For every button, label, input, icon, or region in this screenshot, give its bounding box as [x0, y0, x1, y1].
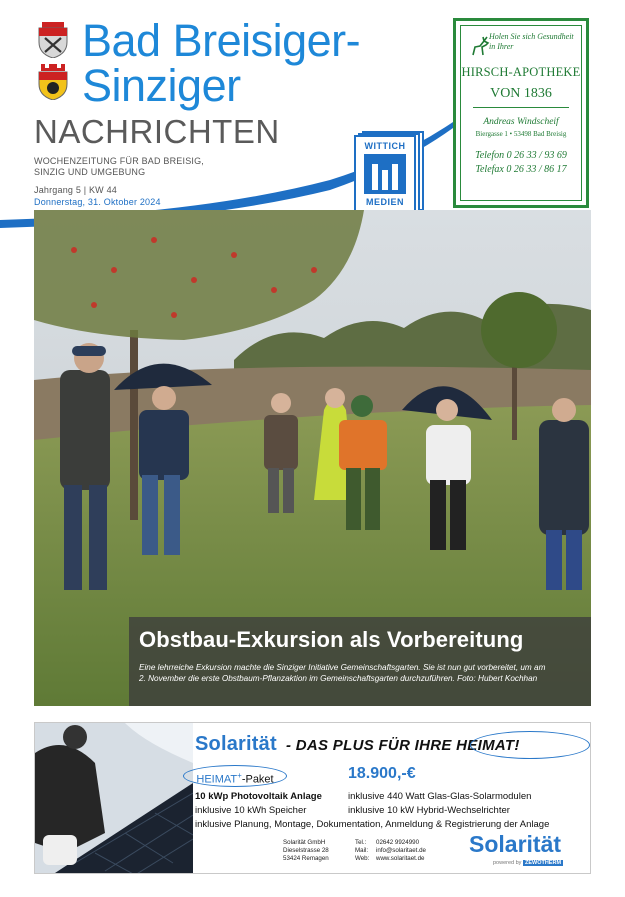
pharmacy-since: VON 1836 [490, 86, 552, 101]
contact-values [376, 839, 426, 863]
pharmacy-phone: Telefon 0 26 33 / 93 69 [475, 150, 567, 161]
zewotherm-logo: ZEWOTHERM [524, 860, 562, 866]
tel-label: Tel.: [355, 839, 367, 846]
heimat-word: HEIMAT [196, 773, 238, 786]
photo-caption-line1: Eine lehrreiche Exkursion machte die Sinziger Initiative Gemeinschaftsgarten. Sie ist nun gut vorbereitet, um am [139, 663, 546, 672]
pharmacy-name: HIRSCH-APOTHEKE [461, 65, 581, 79]
feature-services: inklusive Planung, Montage, Dokumentation, Anmeldung & Registrierung der Anlage [195, 819, 550, 830]
web-label: Web: [355, 855, 370, 862]
powered-by [493, 860, 563, 866]
solar-slogan: - DAS PLUS FÜR IHRE HEIMAT! [286, 737, 520, 754]
package-price: 18.900,-€ [348, 765, 416, 782]
wittich-medien-logo [354, 131, 424, 213]
lead-headline[interactable]: Obstbau-Exkursion als Vorbereitung [139, 627, 524, 652]
w-logo-icon [364, 154, 406, 194]
mail-label: Mail: [355, 847, 369, 854]
feature-inverter: inklusive 10 kW Hybrid-Wechselrichter [348, 805, 510, 816]
heimat-plus: + [237, 771, 242, 780]
mail-address[interactable]: info@solaritaet.de [376, 847, 426, 854]
company-city: 53424 Remagen [283, 855, 329, 862]
photo-caption [139, 662, 581, 684]
contact-labels [355, 839, 369, 863]
pharmacy-ad[interactable] [453, 18, 589, 208]
slogan-ellipse [470, 731, 590, 759]
tagline-line1: WOCHENZEITUNG FÜR BAD BREISIG, [34, 156, 205, 166]
issue-date: Donnerstag, 31. Oktober 2024 [34, 197, 161, 207]
solar-installer-photo [35, 723, 193, 874]
company-street: Dieselstrasse 28 [283, 847, 329, 854]
pharmacy-fax: Telefax 0 26 33 / 86 17 [475, 164, 567, 175]
solaritaet-brand: Solarität [195, 733, 277, 755]
deer-icon [470, 35, 492, 57]
masthead-subtitle: NACHRICHTEN [34, 113, 280, 150]
headline-caption-box [129, 617, 591, 706]
feature-storage: inklusive 10 kWh Speicher [195, 805, 307, 816]
web-address[interactable]: www.solaritaet.de [376, 855, 425, 862]
feature-pv: 10 kWp Photovoltaik Anlage [195, 791, 322, 802]
tel-number[interactable]: 02642 9924990 [376, 839, 420, 846]
tagline-line2: SINZIG UND UMGEBUNG [34, 167, 146, 177]
powered-by-label: powered by [493, 860, 522, 866]
coat-of-arms-bad-breisig-icon [36, 22, 70, 58]
company-address [283, 839, 329, 863]
masthead-title-line1: Bad Breisiger- [82, 15, 361, 66]
solar-ad[interactable] [34, 722, 591, 874]
paket-word: -Paket [241, 773, 274, 786]
pharmacy-address: Biergasse 1 • 53498 Bad Breisig [475, 130, 567, 138]
company-name: Solarität GmbH [283, 839, 326, 846]
heimat-paket-label [183, 765, 287, 787]
logo-text-bottom: MEDIEN [365, 197, 404, 207]
solaritaet-logo: Solarität [469, 831, 562, 857]
logo-text-top: WITTICH [364, 141, 406, 151]
pharmacy-slogan: Holen Sie sich Gesundheit in Ihrer [489, 32, 574, 51]
pharmacy-owner: Andreas Windscheif [483, 117, 559, 127]
photo-caption-line2: 2. November die erste Obstbaum-Pflanzaktion im Gemeinschaftsgarten durchzuführen. Foto: Hubert Kochhan [139, 674, 538, 683]
masthead-title-line2: Sinziger [82, 60, 241, 111]
issue-number: Jahrgang 5 | KW 44 [34, 185, 117, 195]
feature-modules: inklusive 440 Watt Glas-Glas-Solarmodulen [348, 791, 532, 802]
divider [473, 107, 569, 108]
coat-of-arms-sinzig-icon [36, 64, 70, 100]
